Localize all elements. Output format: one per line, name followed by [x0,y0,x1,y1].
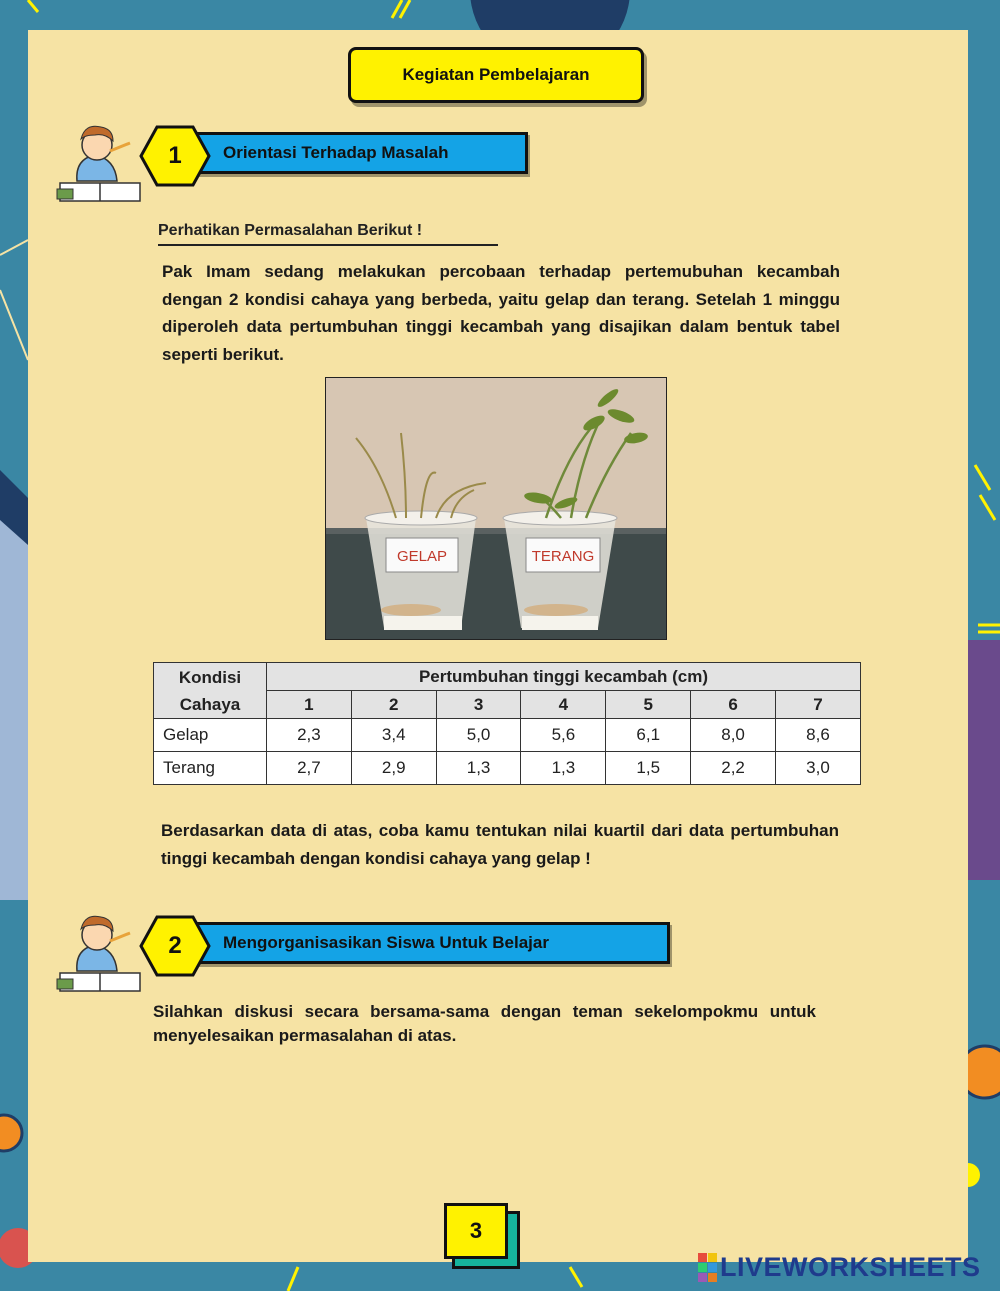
table-row-gelap [154,719,861,752]
day-header: 7 [775,691,860,719]
day-header: 1 [267,691,352,719]
brand-text: LIVEWORKSHEETS [720,1252,981,1282]
sprout-experiment-photo [325,377,667,640]
day-header: 4 [521,691,606,719]
table-cell: 2,7 [267,752,352,785]
table-cell: 2,3 [267,719,352,752]
step-1-header [0,121,700,211]
terang-cup-label: TERANG [531,548,595,565]
step-2-number: 2 [168,932,182,959]
step-2-text: Silahkan diskusi secara bersama-sama dengan teman sekelompokmu untuk menyelesaikan permasalahan di atas. [153,1002,816,1045]
table-cell: 8,6 [775,719,860,752]
liveworksheets-logo-icon [698,1253,718,1283]
student-reading-icon [55,911,145,1001]
table-row-terang [154,752,861,785]
step-1-title: Orientasi Terhadap Masalah [180,132,528,174]
problem-subtitle: Perhatikan Permasalahan Berikut ! [158,222,498,246]
liveworksheets-brand [698,1252,981,1283]
header-growth: Pertumbuhan tinggi kecambah (cm) [267,663,861,691]
step-2-title: Mengorganisasikan Siswa Untuk Belajar [180,922,670,964]
table-cell: 3,0 [775,752,860,785]
page-banner: Kegiatan Pembelajaran [348,47,644,103]
table-cell: 2,2 [691,752,776,785]
table-cell: 5,6 [521,719,606,752]
page-number: 3 [444,1203,508,1259]
table-cell: 8,0 [691,719,776,752]
growth-table [153,662,861,785]
worksheet-page [28,30,968,1262]
table-cell: 6,1 [606,719,691,752]
row-label: Terang [154,752,267,785]
header-condition: Kondisi Cahaya [154,663,267,719]
table-cell: 2,9 [351,752,436,785]
table-cell: 3,4 [351,719,436,752]
day-header: 6 [691,691,776,719]
problem-question: Berdasarkan data di atas, coba kamu tentukan nilai kuartil dari data pertumbuhan tinggi kecambah dengan kondisi cahaya yang gelap ! [161,821,839,868]
step-1-number: 1 [168,142,182,169]
gelap-cup-label: GELAP [396,548,448,565]
table-cell: 1,3 [436,752,521,785]
problem-intro: Pak Imam sedang melakukan percobaan terhadap pertemubuhan kecambah dengan 2 kondisi cahaya yang berbeda, yaitu gelap dan terang. Setelah 1 minggu diperoleh data pertumbuhan tinggi kecambah yang disajikan dalam bentuk tabel seperti berikut. [162,262,840,364]
table-cell: 1,3 [521,752,606,785]
student-reading-icon [55,121,145,211]
day-header: 3 [436,691,521,719]
day-header: 5 [606,691,691,719]
table-cell: 1,5 [606,752,691,785]
day-header: 2 [351,691,436,719]
row-label: Gelap [154,719,267,752]
step-2-header [0,911,700,1001]
table-cell: 5,0 [436,719,521,752]
